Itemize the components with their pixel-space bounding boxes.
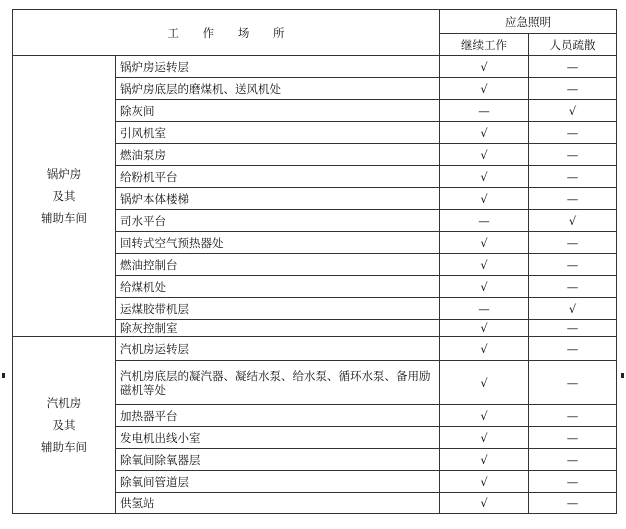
header-place: 工 作 场 所 — [13, 10, 440, 56]
evacuate-mark-cell: — — [529, 122, 617, 144]
place-cell: 回转式空气预热器处 — [116, 232, 440, 254]
place-cell: 锅炉房底层的磨煤机、送风机处 — [116, 78, 440, 100]
continue-mark-cell: √ — [440, 320, 529, 337]
evacuate-mark-cell: — — [529, 232, 617, 254]
continue-mark-cell: √ — [440, 166, 529, 188]
continue-mark-cell: √ — [440, 493, 529, 514]
right-edge-mark — [621, 373, 624, 378]
evacuate-mark-cell: — — [529, 276, 617, 298]
continue-mark-cell: √ — [440, 122, 529, 144]
place-cell: 运煤胶带机层 — [116, 298, 440, 320]
place-cell: 燃油控制台 — [116, 254, 440, 276]
evacuate-mark-cell: — — [529, 78, 617, 100]
evacuate-mark-cell: — — [529, 337, 617, 361]
continue-mark-cell: — — [440, 298, 529, 320]
place-cell: 汽机房运转层 — [116, 337, 440, 361]
place-cell: 引风机室 — [116, 122, 440, 144]
place-cell: 司水平台 — [116, 210, 440, 232]
continue-mark-cell: √ — [440, 427, 529, 449]
evacuate-mark-cell: — — [529, 188, 617, 210]
place-cell: 除灰间 — [116, 100, 440, 122]
continue-mark-cell: √ — [440, 78, 529, 100]
evacuate-mark-cell: — — [529, 449, 617, 471]
group-label: 锅炉房 及其 辅助车间 — [13, 56, 116, 337]
continue-mark-cell: √ — [440, 361, 529, 405]
continue-mark-cell: √ — [440, 232, 529, 254]
place-cell: 锅炉房运转层 — [116, 56, 440, 78]
continue-mark-cell: √ — [440, 254, 529, 276]
evacuate-mark-cell: √ — [529, 210, 617, 232]
group-label: 汽机房 及其 辅助车间 — [13, 337, 116, 514]
evacuate-mark-cell: √ — [529, 100, 617, 122]
evacuate-mark-cell: — — [529, 427, 617, 449]
evacuate-mark-cell: — — [529, 56, 617, 78]
place-cell: 发电机出线小室 — [116, 427, 440, 449]
continue-mark-cell: √ — [440, 276, 529, 298]
left-edge-mark — [2, 373, 5, 378]
header-emergency: 应急照明 — [440, 10, 617, 34]
continue-mark-cell: √ — [440, 405, 529, 427]
continue-mark-cell: √ — [440, 471, 529, 493]
place-cell: 汽机房底层的凝汽器、凝结水泵、给水泵、循环水泵、备用励磁机等处 — [116, 361, 440, 405]
evacuate-mark-cell: — — [529, 361, 617, 405]
continue-mark-cell: √ — [440, 449, 529, 471]
evacuate-mark-cell: — — [529, 471, 617, 493]
header-continue: 继续工作 — [440, 34, 529, 56]
place-cell: 给粉机平台 — [116, 166, 440, 188]
table-row — [13, 56, 617, 78]
evacuate-mark-cell: — — [529, 166, 617, 188]
continue-mark-cell: — — [440, 210, 529, 232]
continue-mark-cell: √ — [440, 144, 529, 166]
place-cell: 给煤机处 — [116, 276, 440, 298]
evacuate-mark-cell: — — [529, 493, 617, 514]
evacuate-mark-cell: — — [529, 254, 617, 276]
continue-mark-cell: √ — [440, 337, 529, 361]
continue-mark-cell: — — [440, 100, 529, 122]
place-cell: 加热器平台 — [116, 405, 440, 427]
place-cell: 供氢站 — [116, 493, 440, 514]
place-cell: 除氧间管道层 — [116, 471, 440, 493]
continue-mark-cell: √ — [440, 56, 529, 78]
place-cell: 锅炉本体楼梯 — [116, 188, 440, 210]
continue-mark-cell: √ — [440, 188, 529, 210]
evacuate-mark-cell: — — [529, 405, 617, 427]
emergency-lighting-table — [12, 9, 617, 514]
evacuate-mark-cell: √ — [529, 298, 617, 320]
header-evacuate: 人员疏散 — [529, 34, 617, 56]
place-cell: 燃油泵房 — [116, 144, 440, 166]
evacuate-mark-cell: — — [529, 320, 617, 337]
table-row — [13, 337, 617, 361]
evacuate-mark-cell: — — [529, 144, 617, 166]
place-cell: 除灰控制室 — [116, 320, 440, 337]
place-cell: 除氧间除氧器层 — [116, 449, 440, 471]
